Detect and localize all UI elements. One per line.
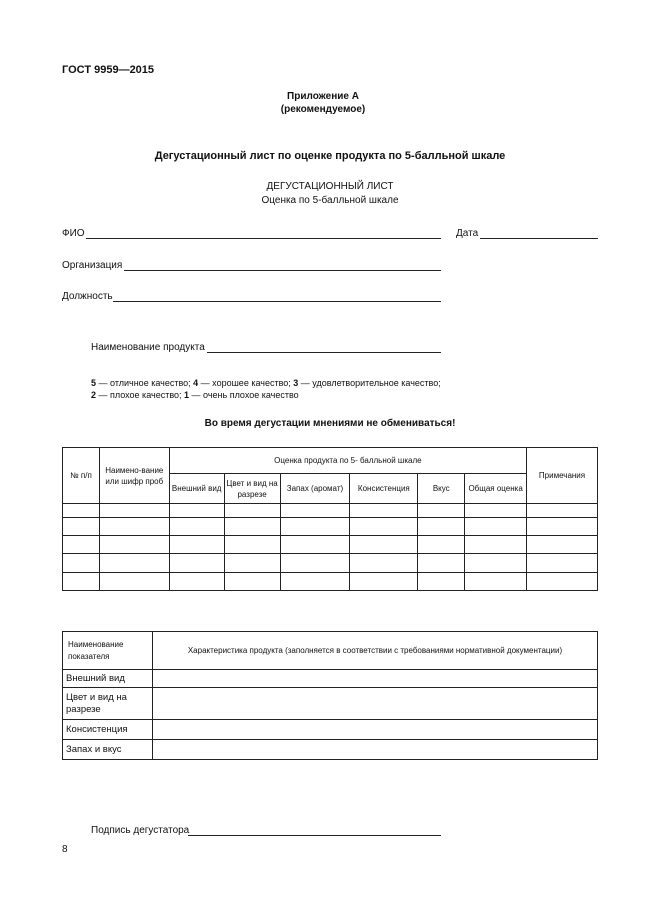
col-appearance-header: Внешний вид <box>169 474 224 504</box>
table-row <box>63 573 598 591</box>
col-notes-header: Примечания <box>527 448 598 504</box>
row-smell-taste-label: Запах и вкус <box>63 740 153 760</box>
table-cell[interactable] <box>152 688 597 720</box>
table-cell[interactable] <box>224 536 280 554</box>
table-cell[interactable] <box>527 573 598 591</box>
appendix-title: Приложение А <box>287 91 359 102</box>
table-cell[interactable] <box>99 504 169 518</box>
table-cell[interactable] <box>418 554 465 573</box>
table-cell[interactable] <box>169 504 224 518</box>
table-cell[interactable] <box>63 573 100 591</box>
sheet-title: ДЕГУСТАЦИОННЫЙ ЛИСТ <box>266 181 394 192</box>
table-row <box>63 554 598 573</box>
row-consistency-label: Консистенция <box>63 720 153 740</box>
signature-input-line[interactable] <box>188 835 441 836</box>
fio-label: ФИО <box>62 228 85 239</box>
standard-number: ГОСТ 9959—2015 <box>62 64 155 76</box>
characteristics-table <box>62 631 598 760</box>
table-cell[interactable] <box>169 536 224 554</box>
fio-input-line[interactable] <box>86 238 441 239</box>
table-cell[interactable] <box>280 536 350 554</box>
table-cell[interactable] <box>350 504 418 518</box>
table-cell[interactable] <box>63 554 100 573</box>
table-cell[interactable] <box>350 536 418 554</box>
table-cell[interactable] <box>152 670 597 688</box>
warning-text: Во время дегустации мнениями не обмениваться! <box>204 418 456 429</box>
table-row <box>63 536 598 554</box>
tasting-table <box>62 447 598 591</box>
table-cell[interactable] <box>280 554 350 573</box>
col-smell-header: Запах (аромат) <box>280 474 350 504</box>
col-consistency-header: Консистенция <box>350 474 418 504</box>
table-cell[interactable] <box>99 518 169 536</box>
table-cell[interactable] <box>465 554 527 573</box>
col-number-header: № п/п <box>63 448 100 504</box>
row-appearance-label: Внешний вид <box>63 670 153 688</box>
col-indicator-header: Наименование показателя <box>63 632 153 670</box>
col-sample-name-header: Наимено-вание или шифр проб <box>99 448 169 504</box>
sheet-subtitle: Оценка по 5-балльной шкале <box>261 195 399 206</box>
col-characteristic-header: Характеристика продукта (заполняется в соответствии с требованиями нормативной документации) <box>152 632 597 670</box>
table-cell[interactable] <box>169 554 224 573</box>
table-cell[interactable] <box>465 573 527 591</box>
table-cell[interactable] <box>465 536 527 554</box>
table-row <box>63 518 598 536</box>
table-cell[interactable] <box>99 573 169 591</box>
date-label: Дата <box>456 228 479 239</box>
scale-line-1: 5 — отличное качество; 4 — хорошее качество; 3 — удовлетворительное качество; <box>91 378 441 388</box>
table-cell[interactable] <box>280 504 350 518</box>
table-cell[interactable] <box>224 573 280 591</box>
table-cell[interactable] <box>169 518 224 536</box>
table-cell[interactable] <box>527 504 598 518</box>
table-cell[interactable] <box>527 554 598 573</box>
table-cell[interactable] <box>63 504 100 518</box>
table-row <box>63 670 598 688</box>
product-name-label: Наименование продукта <box>91 342 205 353</box>
row-color-cut-label: Цвет и вид на разрезе <box>63 688 153 720</box>
table-cell[interactable] <box>152 720 597 740</box>
table-cell[interactable] <box>465 504 527 518</box>
table-cell[interactable] <box>224 504 280 518</box>
table-cell[interactable] <box>527 536 598 554</box>
product-name-input-line[interactable] <box>207 352 441 353</box>
col-color-cut-header: Цвет и вид на разрезе <box>224 474 280 504</box>
table-cell[interactable] <box>465 518 527 536</box>
signature-label: Подпись дегустатора <box>91 825 190 836</box>
table-cell[interactable] <box>418 573 465 591</box>
table-cell[interactable] <box>99 536 169 554</box>
scale-line-2: 2 — плохое качество; 1 — очень плохое качество <box>91 390 299 400</box>
position-input-line[interactable] <box>113 301 441 302</box>
table-cell[interactable] <box>280 573 350 591</box>
table-row <box>63 720 598 740</box>
organization-label: Организация <box>62 260 123 271</box>
table-cell[interactable] <box>418 536 465 554</box>
table-cell[interactable] <box>418 504 465 518</box>
date-input-line[interactable] <box>480 238 598 239</box>
table-cell[interactable] <box>224 554 280 573</box>
table-cell[interactable] <box>350 573 418 591</box>
table-cell[interactable] <box>527 518 598 536</box>
table-cell[interactable] <box>418 518 465 536</box>
table-cell[interactable] <box>63 536 100 554</box>
col-overall-header: Общая оценка <box>465 474 527 504</box>
table-row <box>63 504 598 518</box>
table-cell[interactable] <box>280 518 350 536</box>
table-cell[interactable] <box>169 573 224 591</box>
table-row <box>63 740 598 760</box>
table-cell[interactable] <box>224 518 280 536</box>
table-cell[interactable] <box>63 518 100 536</box>
form-title: Дегустационный лист по оценке продукта по 5-балльной шкале <box>154 150 506 162</box>
table-cell[interactable] <box>99 554 169 573</box>
table-cell[interactable] <box>350 554 418 573</box>
organization-input-line[interactable] <box>124 270 441 271</box>
table-cell[interactable] <box>350 518 418 536</box>
table-row <box>63 688 598 720</box>
position-label: Должность <box>62 291 113 302</box>
page-number: 8 <box>62 844 68 855</box>
score-group-header: Оценка продукта по 5- балльной шкале <box>169 448 526 474</box>
col-taste-header: Вкус <box>418 474 465 504</box>
table-cell[interactable] <box>152 740 597 760</box>
appendix-subtitle: (рекомендуемое) <box>280 104 366 115</box>
